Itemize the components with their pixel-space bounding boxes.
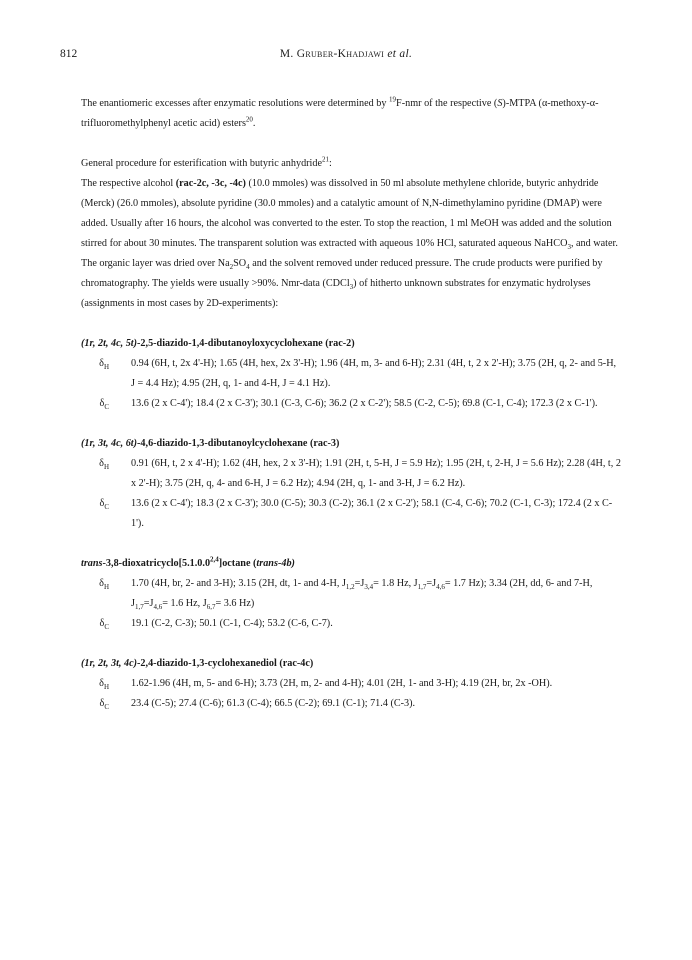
gp-sub2: 2 <box>229 263 234 272</box>
general-title-text: General procedure for esterification with butyric anhydride <box>81 158 323 169</box>
intro-end: . <box>252 118 256 129</box>
nmr-h-values <box>131 574 621 614</box>
nmr-c-row <box>81 494 621 534</box>
delta-glyph: δ <box>99 398 105 409</box>
h-sub: 1,7 <box>417 583 427 592</box>
nmr-c-values: 13.6 (2 x C-4'); 18.4 (2 x C-3'); 30.1 (C-3, C-6); 36.2 (2 x C-2'); 58.5 (C-2, C-5); 69.8 (C-1, C-4); 172.3 (2 x C-1'). <box>131 398 598 409</box>
nmr-h-row <box>81 454 621 494</box>
running-head-authors: M. Gruber-Khadjawi <box>279 48 385 60</box>
delta-sub-h: H <box>103 683 109 692</box>
compound-stereo: (1r, 3t, 4c, 6t) <box>81 438 138 449</box>
h-part: = 1.6 Hz, J <box>162 598 207 609</box>
compound-name-c: ]octane ( <box>218 558 257 569</box>
h-part: 1.70 (4H, br, 2- and 3-H); 3.15 (2H, dt, 1- and 4-H, J <box>131 578 346 589</box>
h-sub: 1,7 <box>134 603 144 612</box>
running-head-etal: et al. <box>384 48 413 60</box>
compound-name: -2,5-diazido-1,4-dibutanoyloxycyclohexane (rac-2) <box>137 338 355 349</box>
delta-h-symbol <box>81 674 131 694</box>
general-ref-21: 21 <box>322 155 330 164</box>
delta-glyph: δ <box>99 458 104 469</box>
intro-text-3: )-MTPA (α-methoxy-α-trifluoromethylphenyl acetic acid) esters <box>81 98 599 129</box>
page-header <box>60 48 632 64</box>
running-head <box>60 48 632 60</box>
gp-sub3: 3 <box>567 243 571 252</box>
gp-sub4: 4 <box>246 263 250 272</box>
h-sub: 3,4 <box>364 583 374 592</box>
nmr-h-row <box>81 354 621 394</box>
gp-t1: The respective alcohol <box>81 178 176 189</box>
h-sub: 1,2 <box>345 583 355 592</box>
compound-stereo: (1r, 2t, 3t, 4c) <box>81 658 138 669</box>
compound-name: -2,4-diazido-1,3-cyclohexanediol (rac-4c) <box>137 658 314 669</box>
nmr-h-values: 0.94 (6H, t, 2x 4'-H); 1.65 (4H, hex, 2x 3'-H); 1.96 (4H, m, 3- and 6-H); 2.31 (4H, t, 2 x 2'-H); 3.75 (2H, q, 2- and 5-H, J = 4.4 Hz); 4.95 (2H, q, 1- and 4-H, J = 4.1 Hz). <box>131 358 617 389</box>
delta-glyph: δ <box>99 678 104 689</box>
h-part: = 3.6 Hz) <box>215 598 255 609</box>
spacer <box>81 634 621 654</box>
body-text <box>81 94 621 714</box>
delta-c-symbol <box>81 394 131 414</box>
delta-sub-c: C <box>104 703 109 712</box>
nmr-c-row <box>81 394 621 414</box>
delta-glyph: δ <box>99 698 105 709</box>
h-part: = 1.7 Hz); 3.34 (2H, dd, 6- and 7-H, J <box>131 578 593 609</box>
h-sub: 4,6 <box>153 603 163 612</box>
spacer <box>81 314 621 334</box>
page-number: 812 <box>60 48 78 60</box>
h-part: =J <box>426 578 437 589</box>
nmr-c-row <box>81 694 621 714</box>
compound-heading <box>81 654 621 674</box>
compound-heading <box>81 434 621 454</box>
intro-paragraph <box>81 94 621 134</box>
compound-name-e: -4b) <box>277 558 295 569</box>
delta-h-symbol <box>81 574 131 614</box>
gp-t4: SO <box>233 258 247 269</box>
nmr-c-values: 13.6 (2 x C-4'); 18.3 (2 x C-3'); 30.0 (C-5); 30.3 (C-2); 36.1 (2 x C-2'); 58.1 (C-4, C-6); 70.2 (C-1, C-3); 172.4 (2 x C-1'). <box>131 498 613 529</box>
compound-stereo: (1r, 2t, 4c, 5t) <box>81 338 138 349</box>
delta-c-symbol <box>81 694 131 714</box>
delta-glyph: δ <box>99 578 104 589</box>
intro-text-2: F-nmr of the respective ( <box>396 98 498 109</box>
intro-ref-20: 20 <box>245 115 253 124</box>
gp-t5: and the solvent removed under reduced pressure. The crude products were purified by chromatography. The yields were usually >90%. Nmr-data (CDCl <box>81 258 603 289</box>
delta-glyph: δ <box>99 618 105 629</box>
gp-t2: (10.0 mmoles) was dissolved in 50 ml absolute methylene chloride, butyric anhydride (Merck) (26.0 mmoles), absolute pyridine (30.0 mmoles) and a catalytic amount of N,N-dimethylamino pyridine (DMAP) were added. Usually after 16 hours, the alcohol was converted to the ester. To stop the reaction, 1 ml MeOH was added and the solution stirred for about 30 minutes. The transparent solution was extracted with aqueous 10% HCl, saturated aqueous NaHCO <box>81 178 612 249</box>
delta-sub-c: C <box>104 403 109 412</box>
compound-heading <box>81 334 621 354</box>
compound-trans: trans <box>81 558 103 569</box>
general-title-end: : <box>329 158 332 169</box>
delta-glyph: δ <box>99 498 105 509</box>
delta-sub-h: H <box>103 463 109 472</box>
delta-sub-h: H <box>103 363 109 372</box>
nmr-c-values: 23.4 (C-5); 27.4 (C-6); 61.3 (C-4); 66.5 (C-2); 69.1 (C-1); 71.4 (C-3). <box>131 698 416 709</box>
delta-sub-h: H <box>103 583 109 592</box>
nmr-h-values: 1.62-1.96 (4H, m, 5- and 6-H); 3.73 (2H, m, 2- and 4-H); 4.01 (2H, 1- and 3-H); 4.19 (2H, br, 2x -OH). <box>131 678 553 689</box>
delta-glyph: δ <box>99 358 104 369</box>
compound-name: -4,6-diazido-1,3-dibutanoylcyclohexane (rac-3) <box>137 438 340 449</box>
compound-name-b: -3,8-dioxatricyclo[5.1.0.0 <box>102 558 211 569</box>
intro-sup-19: 19 <box>389 95 397 104</box>
gp-compounds: (rac-2c, -3c, -4c) <box>175 178 246 189</box>
nmr-c-values: 19.1 (C-2, C-3); 50.1 (C-1, C-4); 53.2 (C-6, C-7). <box>131 618 333 629</box>
nmr-h-values: 0.91 (6H, t, 2 x 4'-H); 1.62 (4H, hex, 2 x 3'-H); 1.91 (2H, t, 5-H, J = 5.9 Hz); 1.95 (2H, t, 2-H, J = 5.6 Hz); 2.28 (4H, t, 2 x 2'-H); 3.75 (2H, q, 4- and 6-H, J = 6.2 Hz); 4.94 (2H, q, 1- and 3-H, J = 6.2 Hz). <box>131 458 621 489</box>
general-procedure-text <box>81 174 621 314</box>
delta-sub-c: C <box>104 503 109 512</box>
h-part: = 1.8 Hz, J <box>373 578 418 589</box>
delta-sub-c: C <box>104 623 109 632</box>
delta-c-symbol <box>81 494 131 534</box>
spacer <box>81 414 621 434</box>
h-part: =J <box>143 598 154 609</box>
gp-t6: ) of hitherto unknown substrates for enzymatic hydrolyses (assignments in most cases by 2D-experiments): <box>81 278 591 309</box>
gp-t3: , and water. The organic layer was dried over Na <box>81 238 618 269</box>
spacer <box>81 134 621 154</box>
intro-text-1: The enantiomeric excesses after enzymatic resolutions were determined by <box>81 98 390 109</box>
h-sub: 4,6 <box>436 583 445 592</box>
nmr-h-row <box>81 674 621 694</box>
nmr-h-row <box>81 574 621 614</box>
h-sub: 6,7 <box>206 603 216 612</box>
nmr-c-row <box>81 614 621 634</box>
general-procedure-title <box>81 154 621 174</box>
spacer <box>81 534 621 554</box>
compound-trans-2: trans <box>256 558 278 569</box>
delta-h-symbol <box>81 454 131 494</box>
delta-c-symbol <box>81 614 131 634</box>
compound-name-sup: 2,4 <box>210 555 219 564</box>
delta-h-symbol <box>81 354 131 394</box>
gp-sub3b: 3 <box>349 283 354 292</box>
intro-s-config: S <box>497 98 503 109</box>
h-part: =J <box>354 578 365 589</box>
compound-heading <box>81 554 621 574</box>
